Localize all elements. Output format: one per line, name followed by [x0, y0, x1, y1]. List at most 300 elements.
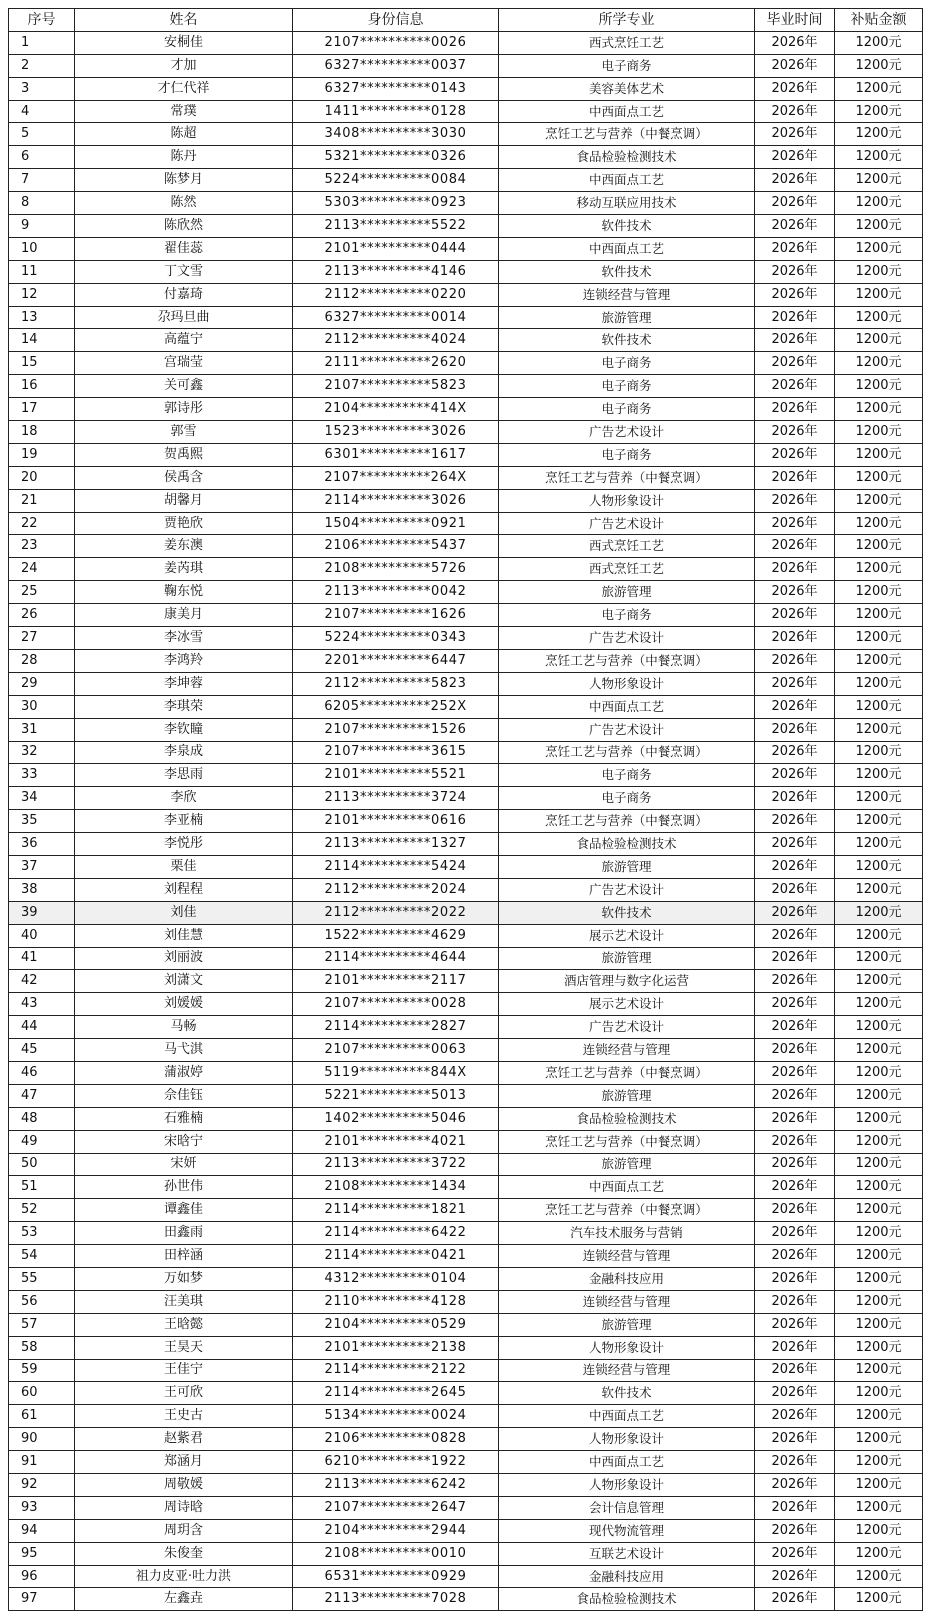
cell-name: 郭雪	[75, 421, 293, 444]
cell-name: 侯禹含	[75, 466, 293, 489]
cell-name: 李鸿羚	[75, 649, 293, 672]
table-row	[9, 764, 923, 787]
cell-graduation: 2026年	[755, 535, 835, 558]
cell-seq: 14	[9, 329, 75, 352]
cell-seq: 25	[9, 581, 75, 604]
cell-name: 姜芮琪	[75, 558, 293, 581]
cell-amount: 1200元	[835, 192, 923, 215]
cell-graduation: 2026年	[755, 1176, 835, 1199]
cell-graduation: 2026年	[755, 1428, 835, 1451]
cell-name: 李坤蓉	[75, 672, 293, 695]
cell-amount: 1200元	[835, 718, 923, 741]
cell-id: 5134**********0024	[293, 1405, 499, 1428]
cell-id: 2107**********0063	[293, 1039, 499, 1062]
cell-id: 2114**********2122	[293, 1359, 499, 1382]
cell-id: 2114**********2645	[293, 1382, 499, 1405]
cell-id: 2114**********6422	[293, 1222, 499, 1245]
cell-amount: 1200元	[835, 1061, 923, 1084]
cell-graduation: 2026年	[755, 1130, 835, 1153]
cell-graduation: 2026年	[755, 695, 835, 718]
cell-graduation: 2026年	[755, 398, 835, 421]
cell-seq: 37	[9, 855, 75, 878]
cell-major: 食品检验检测技术	[499, 146, 755, 169]
cell-major: 旅游管理	[499, 306, 755, 329]
table-row	[9, 741, 923, 764]
cell-graduation: 2026年	[755, 329, 835, 352]
cell-name: 郭诗彤	[75, 398, 293, 421]
cell-seq: 61	[9, 1405, 75, 1428]
cell-graduation: 2026年	[755, 1359, 835, 1382]
cell-graduation: 2026年	[755, 1084, 835, 1107]
cell-graduation: 2026年	[755, 924, 835, 947]
cell-graduation: 2026年	[755, 215, 835, 238]
cell-graduation: 2026年	[755, 421, 835, 444]
cell-name: 李琪荣	[75, 695, 293, 718]
cell-graduation: 2026年	[755, 31, 835, 54]
cell-name: 陈欣然	[75, 215, 293, 238]
cell-id: 2101**********2117	[293, 970, 499, 993]
table-row	[9, 558, 923, 581]
cell-id: 2107**********2647	[293, 1496, 499, 1519]
cell-major: 人物形象设计	[499, 672, 755, 695]
table-row	[9, 398, 923, 421]
cell-amount: 1200元	[835, 100, 923, 123]
cell-id: 2113**********1327	[293, 833, 499, 856]
table-row	[9, 901, 923, 924]
cell-id: 2107**********264X	[293, 466, 499, 489]
table-row	[9, 855, 923, 878]
cell-name: 李冰雪	[75, 627, 293, 650]
cell-amount: 1200元	[835, 215, 923, 238]
table-row	[9, 1359, 923, 1382]
cell-amount: 1200元	[835, 627, 923, 650]
cell-id: 5221**********5013	[293, 1084, 499, 1107]
cell-graduation: 2026年	[755, 1496, 835, 1519]
cell-major: 连锁经营与管理	[499, 1245, 755, 1268]
cell-amount: 1200元	[835, 329, 923, 352]
cell-id: 2113**********7028	[293, 1588, 499, 1611]
cell-id: 2114**********1821	[293, 1199, 499, 1222]
cell-name: 尕玛旦曲	[75, 306, 293, 329]
cell-graduation: 2026年	[755, 169, 835, 192]
table-row	[9, 924, 923, 947]
cell-major: 西式烹饪工艺	[499, 31, 755, 54]
table-row	[9, 1588, 923, 1611]
table-row	[9, 535, 923, 558]
cell-amount: 1200元	[835, 878, 923, 901]
cell-seq: 29	[9, 672, 75, 695]
cell-graduation: 2026年	[755, 1336, 835, 1359]
cell-major: 烹饪工艺与营养（中餐烹调）	[499, 1130, 755, 1153]
table-row	[9, 77, 923, 100]
cell-seq: 12	[9, 283, 75, 306]
cell-id: 1523**********3026	[293, 421, 499, 444]
cell-id: 5224**********0084	[293, 169, 499, 192]
cell-name: 田梓涵	[75, 1245, 293, 1268]
cell-major: 电子商务	[499, 604, 755, 627]
cell-name: 陈梦月	[75, 169, 293, 192]
table-row	[9, 306, 923, 329]
table-row	[9, 512, 923, 535]
cell-name: 李悦彤	[75, 833, 293, 856]
cell-id: 2101**********5521	[293, 764, 499, 787]
cell-seq: 38	[9, 878, 75, 901]
cell-seq: 46	[9, 1061, 75, 1084]
cell-name: 胡馨月	[75, 489, 293, 512]
cell-amount: 1200元	[835, 237, 923, 260]
table-row	[9, 1405, 923, 1428]
header-name: 姓名	[75, 9, 293, 32]
cell-amount: 1200元	[835, 764, 923, 787]
cell-name: 田鑫雨	[75, 1222, 293, 1245]
cell-name: 高蕴宁	[75, 329, 293, 352]
cell-amount: 1200元	[835, 1084, 923, 1107]
cell-seq: 50	[9, 1153, 75, 1176]
cell-major: 中西面点工艺	[499, 237, 755, 260]
cell-seq: 11	[9, 260, 75, 283]
cell-seq: 56	[9, 1290, 75, 1313]
cell-graduation: 2026年	[755, 1245, 835, 1268]
cell-seq: 13	[9, 306, 75, 329]
cell-seq: 97	[9, 1588, 75, 1611]
cell-major: 现代物流管理	[499, 1519, 755, 1542]
cell-major: 人物形象设计	[499, 489, 755, 512]
cell-name: 刘程程	[75, 878, 293, 901]
table-row	[9, 100, 923, 123]
cell-name: 佘佳钰	[75, 1084, 293, 1107]
cell-amount: 1200元	[835, 375, 923, 398]
table-row	[9, 192, 923, 215]
cell-seq: 5	[9, 123, 75, 146]
cell-major: 食品检验检测技术	[499, 1588, 755, 1611]
cell-id: 2101**********2138	[293, 1336, 499, 1359]
cell-graduation: 2026年	[755, 855, 835, 878]
cell-amount: 1200元	[835, 1519, 923, 1542]
cell-graduation: 2026年	[755, 1153, 835, 1176]
cell-major: 烹饪工艺与营养（中餐烹调）	[499, 466, 755, 489]
cell-major: 中西面点工艺	[499, 695, 755, 718]
cell-graduation: 2026年	[755, 764, 835, 787]
cell-graduation: 2026年	[755, 1222, 835, 1245]
cell-name: 汪美琪	[75, 1290, 293, 1313]
cell-id: 2108**********1434	[293, 1176, 499, 1199]
cell-graduation: 2026年	[755, 352, 835, 375]
cell-amount: 1200元	[835, 581, 923, 604]
cell-graduation: 2026年	[755, 878, 835, 901]
cell-major: 烹饪工艺与营养（中餐烹调）	[499, 810, 755, 833]
cell-id: 2104**********2944	[293, 1519, 499, 1542]
cell-amount: 1200元	[835, 970, 923, 993]
cell-seq: 94	[9, 1519, 75, 1542]
table-row	[9, 215, 923, 238]
cell-graduation: 2026年	[755, 1107, 835, 1130]
cell-amount: 1200元	[835, 1153, 923, 1176]
cell-graduation: 2026年	[755, 627, 835, 650]
cell-major: 食品检验检测技术	[499, 833, 755, 856]
cell-id: 2108**********0010	[293, 1542, 499, 1565]
cell-amount: 1200元	[835, 146, 923, 169]
cell-name: 才仁代祥	[75, 77, 293, 100]
cell-graduation: 2026年	[755, 123, 835, 146]
cell-name: 栗佳	[75, 855, 293, 878]
cell-amount: 1200元	[835, 1542, 923, 1565]
cell-amount: 1200元	[835, 1130, 923, 1153]
cell-id: 1402**********5046	[293, 1107, 499, 1130]
table-row	[9, 718, 923, 741]
cell-id: 2106**********5437	[293, 535, 499, 558]
cell-name: 刘丽波	[75, 947, 293, 970]
cell-id: 5119**********844X	[293, 1061, 499, 1084]
cell-id: 2107**********5823	[293, 375, 499, 398]
table-row	[9, 649, 923, 672]
table-row	[9, 421, 923, 444]
cell-graduation: 2026年	[755, 1405, 835, 1428]
cell-graduation: 2026年	[755, 100, 835, 123]
cell-amount: 1200元	[835, 924, 923, 947]
cell-id: 2114**********2827	[293, 1016, 499, 1039]
cell-major: 广告艺术设计	[499, 1016, 755, 1039]
cell-major: 互联艺术设计	[499, 1542, 755, 1565]
cell-major: 电子商务	[499, 375, 755, 398]
table-row	[9, 1016, 923, 1039]
cell-name: 常璞	[75, 100, 293, 123]
cell-major: 软件技术	[499, 215, 755, 238]
cell-name: 孙世伟	[75, 1176, 293, 1199]
cell-id: 2113**********5522	[293, 215, 499, 238]
cell-seq: 28	[9, 649, 75, 672]
cell-id: 2113**********6242	[293, 1474, 499, 1497]
cell-amount: 1200元	[835, 1199, 923, 1222]
table-row	[9, 31, 923, 54]
cell-major: 会计信息管理	[499, 1496, 755, 1519]
table-row	[9, 604, 923, 627]
cell-amount: 1200元	[835, 1267, 923, 1290]
cell-seq: 52	[9, 1199, 75, 1222]
cell-id: 2113**********4146	[293, 260, 499, 283]
cell-graduation: 2026年	[755, 375, 835, 398]
cell-name: 李泉成	[75, 741, 293, 764]
table-row	[9, 581, 923, 604]
cell-graduation: 2026年	[755, 1519, 835, 1542]
cell-name: 陈然	[75, 192, 293, 215]
cell-amount: 1200元	[835, 77, 923, 100]
cell-name: 朱俊奎	[75, 1542, 293, 1565]
cell-id: 5321**********0326	[293, 146, 499, 169]
cell-amount: 1200元	[835, 810, 923, 833]
table-row	[9, 1382, 923, 1405]
cell-id: 2107**********1626	[293, 604, 499, 627]
subsidy-roster-table	[8, 8, 923, 1611]
cell-major: 中西面点工艺	[499, 1405, 755, 1428]
cell-id: 2112**********5823	[293, 672, 499, 695]
cell-id: 4312**********0104	[293, 1267, 499, 1290]
cell-id: 2114**********4644	[293, 947, 499, 970]
cell-seq: 20	[9, 466, 75, 489]
cell-amount: 1200元	[835, 123, 923, 146]
cell-id: 1522**********4629	[293, 924, 499, 947]
table-row	[9, 1199, 923, 1222]
cell-amount: 1200元	[835, 695, 923, 718]
cell-name: 付嘉琦	[75, 283, 293, 306]
table-row	[9, 123, 923, 146]
cell-graduation: 2026年	[755, 512, 835, 535]
cell-name: 李亚楠	[75, 810, 293, 833]
cell-graduation: 2026年	[755, 466, 835, 489]
table-row	[9, 1245, 923, 1268]
table-row	[9, 1496, 923, 1519]
cell-major: 电子商务	[499, 398, 755, 421]
cell-amount: 1200元	[835, 672, 923, 695]
header-row	[9, 9, 923, 32]
cell-amount: 1200元	[835, 306, 923, 329]
cell-seq: 32	[9, 741, 75, 764]
cell-name: 王可欣	[75, 1382, 293, 1405]
cell-name: 陈丹	[75, 146, 293, 169]
cell-major: 中西面点工艺	[499, 1451, 755, 1474]
cell-name: 贾艳欣	[75, 512, 293, 535]
cell-amount: 1200元	[835, 833, 923, 856]
cell-major: 烹饪工艺与营养（中餐烹调）	[499, 123, 755, 146]
cell-amount: 1200元	[835, 1565, 923, 1588]
cell-amount: 1200元	[835, 1336, 923, 1359]
cell-amount: 1200元	[835, 489, 923, 512]
cell-amount: 1200元	[835, 1474, 923, 1497]
cell-amount: 1200元	[835, 1588, 923, 1611]
cell-id: 2104**********0529	[293, 1313, 499, 1336]
cell-seq: 49	[9, 1130, 75, 1153]
cell-name: 李钦瞳	[75, 718, 293, 741]
table-row	[9, 833, 923, 856]
cell-id: 1411**********0128	[293, 100, 499, 123]
cell-major: 广告艺术设计	[499, 627, 755, 650]
table-row	[9, 1290, 923, 1313]
cell-graduation: 2026年	[755, 192, 835, 215]
cell-major: 食品检验检测技术	[499, 1107, 755, 1130]
cell-amount: 1200元	[835, 1222, 923, 1245]
cell-name: 刘潇文	[75, 970, 293, 993]
cell-major: 移动互联应用技术	[499, 192, 755, 215]
table-row	[9, 352, 923, 375]
table-row	[9, 1130, 923, 1153]
cell-name: 陈超	[75, 123, 293, 146]
cell-id: 2112**********2024	[293, 878, 499, 901]
cell-seq: 26	[9, 604, 75, 627]
cell-id: 2114**********5424	[293, 855, 499, 878]
cell-graduation: 2026年	[755, 1267, 835, 1290]
cell-seq: 2	[9, 54, 75, 77]
cell-id: 2110**********4128	[293, 1290, 499, 1313]
cell-name: 石雅楠	[75, 1107, 293, 1130]
cell-major: 西式烹饪工艺	[499, 558, 755, 581]
table-row	[9, 1428, 923, 1451]
cell-amount: 1200元	[835, 1428, 923, 1451]
table-row	[9, 1474, 923, 1497]
cell-id: 6327**********0143	[293, 77, 499, 100]
cell-seq: 19	[9, 443, 75, 466]
cell-name: 李思雨	[75, 764, 293, 787]
cell-seq: 16	[9, 375, 75, 398]
cell-major: 展示艺术设计	[499, 924, 755, 947]
cell-id: 2113**********3724	[293, 787, 499, 810]
table-row	[9, 169, 923, 192]
cell-graduation: 2026年	[755, 718, 835, 741]
cell-graduation: 2026年	[755, 787, 835, 810]
cell-seq: 8	[9, 192, 75, 215]
cell-seq: 95	[9, 1542, 75, 1565]
table-row	[9, 1107, 923, 1130]
header-grad: 毕业时间	[755, 9, 835, 32]
cell-major: 展示艺术设计	[499, 993, 755, 1016]
cell-id: 2101**********4021	[293, 1130, 499, 1153]
cell-graduation: 2026年	[755, 1542, 835, 1565]
cell-name: 王佳宁	[75, 1359, 293, 1382]
cell-graduation: 2026年	[755, 604, 835, 627]
table-row	[9, 810, 923, 833]
cell-amount: 1200元	[835, 947, 923, 970]
cell-name: 周玥含	[75, 1519, 293, 1542]
cell-major: 连锁经营与管理	[499, 1290, 755, 1313]
table-row	[9, 329, 923, 352]
cell-major: 软件技术	[499, 1382, 755, 1405]
cell-graduation: 2026年	[755, 672, 835, 695]
cell-id: 2108**********5726	[293, 558, 499, 581]
cell-seq: 40	[9, 924, 75, 947]
cell-major: 旅游管理	[499, 947, 755, 970]
cell-name: 宋晗宁	[75, 1130, 293, 1153]
cell-graduation: 2026年	[755, 489, 835, 512]
table-row	[9, 1313, 923, 1336]
cell-id: 2101**********0444	[293, 237, 499, 260]
cell-amount: 1200元	[835, 421, 923, 444]
cell-major: 广告艺术设计	[499, 421, 755, 444]
cell-amount: 1200元	[835, 398, 923, 421]
table-row	[9, 1267, 923, 1290]
cell-id: 2114**********3026	[293, 489, 499, 512]
cell-major: 软件技术	[499, 329, 755, 352]
cell-id: 2101**********0616	[293, 810, 499, 833]
cell-major: 人物形象设计	[499, 1428, 755, 1451]
cell-major: 人物形象设计	[499, 1336, 755, 1359]
cell-major: 烹饪工艺与营养（中餐烹调）	[499, 1199, 755, 1222]
cell-graduation: 2026年	[755, 54, 835, 77]
cell-name: 刘媛媛	[75, 993, 293, 1016]
cell-graduation: 2026年	[755, 1313, 835, 1336]
cell-major: 中西面点工艺	[499, 100, 755, 123]
cell-amount: 1200元	[835, 466, 923, 489]
cell-id: 2112**********0220	[293, 283, 499, 306]
cell-id: 2107**********0026	[293, 31, 499, 54]
cell-graduation: 2026年	[755, 443, 835, 466]
cell-graduation: 2026年	[755, 1290, 835, 1313]
table-row	[9, 970, 923, 993]
cell-amount: 1200元	[835, 649, 923, 672]
table-body	[9, 31, 923, 1610]
cell-id: 2112**********2022	[293, 901, 499, 924]
table-row	[9, 283, 923, 306]
cell-id: 2107**********1526	[293, 718, 499, 741]
cell-major: 旅游管理	[499, 1153, 755, 1176]
cell-major: 旅游管理	[499, 581, 755, 604]
cell-seq: 36	[9, 833, 75, 856]
cell-name: 马弋淇	[75, 1039, 293, 1062]
cell-amount: 1200元	[835, 1496, 923, 1519]
cell-id: 2112**********4024	[293, 329, 499, 352]
table-row	[9, 260, 923, 283]
cell-id: 2107**********0028	[293, 993, 499, 1016]
cell-major: 电子商务	[499, 352, 755, 375]
cell-name: 丁文雪	[75, 260, 293, 283]
cell-amount: 1200元	[835, 1313, 923, 1336]
